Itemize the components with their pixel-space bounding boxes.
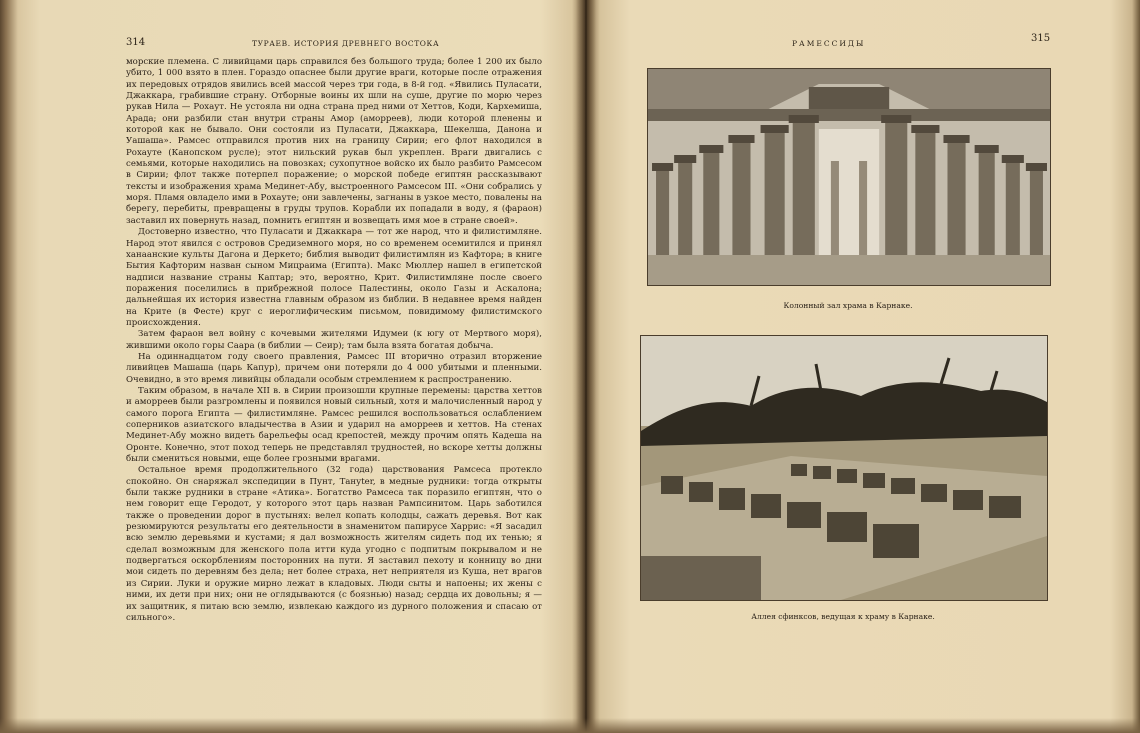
figure-caption: Колонный зал храма в Карнаке.: [783, 301, 913, 310]
paragraph: Достоверно известно, что Пуласати и Джаккара — тот же народ, что и филистимляне. Народ этот явился с островов Средиземного моря, но со временем осемитился и принял ханаанские культы Дагона и Деркето; библия выводит филистимлян из Кафтора; в книге Бытия Кафторим назван сыном Мицраима (Египта). Макс Мюллер нашел в египетской надписи название страны Каптар; это, вероятно, Крит. Филистимляне после своего поражения поселились в прибрежной полосе Палестины, около Газы и Аскалона; дальнейшая их история известна главным образом из библии. В недавнее время найден на Крите (в Фесте) круг с иероглифическим письмом, повидимому филистимского происхождения.: [126, 227, 542, 328]
paragraph: Затем фараон вел войну с кочевыми жителями Идумеи (к югу от Мертвого моря), жившими около горы Саара (в библии — Сеир); там была взята богатая добыча.: [126, 329, 542, 351]
right-running-head: РАМЕССИДЫ: [792, 39, 866, 48]
left-page-number: 314: [126, 37, 146, 48]
hypostyle-hall-photo: [647, 68, 1051, 286]
left-running-head: ТУРАЕВ. ИСТОРИЯ ДРЕВНЕГО ВОСТОКА: [252, 39, 440, 48]
hypostyle-hall-photo-icon: [648, 69, 1050, 285]
right-page: [588, 0, 1140, 733]
right-page-number: 315: [1031, 33, 1051, 44]
sphinx-avenue-photo-icon: [641, 336, 1047, 600]
paragraph: Таким образом, в начале XII в. в Сирии произошли крупные перемены: царства хеттов и аморреев были разгромлены и появился новый сильный, хотя и малочисленный народ у самого порога Египта — филистимляне. Рамсес решился воспользоваться ослаблением соперников азиатского владычества в Азии и ударил на аморреев и хеттов. На стенах Мединет-Абу можно видеть барельефы осад крепостей, между прочим опять Кадеша на Оронте. Конечно, этот поход теперь не представлял трудностей, но вскоре хетты должны были смениться новыми, еще более грозными врагами.: [126, 385, 542, 465]
paragraph: На одиннадцатом году своего правления, Рамсес III вторично отразил вторжение ливийцев Машаша (царь Капур), причем они потеряли до 4 000 убитыми и пленными. Очевидно, в это время ливийцы обладали особым стремлением к распространению.: [126, 351, 542, 385]
figure-caption: Аллея сфинксов, ведущая к храму в Карнаке.: [751, 612, 935, 621]
paragraph: Остальное время продолжительного (32 года) царствования Рамсеса протекло спокойно. Он снаряжал экспедиции в Пунт, Тануter, в медные рудники: тогда открыты были также рудники в стране «Атика». Богатство Рамсеса так поразило египтян, что о нем говорит еще Геродот, у которого этот царь назван Рампсинитом. Царь заботился также о проведении дорог в пустынях: велел копать колодцы, сажать деревья. Вот как резюмируются результаты его деятельности в знаменитом папирусе Харрис: «Я засадил всю землю деревьями и кустами; я дал возможность жителям сидеть под их тенью; я сделал возможным для женского пола итти куда угодно с подпитым покрывалом и не подвергаться оскорблениям посторонних на пути. Я заставил пехоту и конницу во дни мои сидеть по деревням без дела; нет более страха, нет неприятеля из Куша, нет врагов из Сирии. Луки и оружие мирно лежат в кладовых. Люди сыты и напоены; их жены с ними, их дети при них; они не оглядываются (с боязнью) назад; сердца их довольны; я — их защитник, я питаю всю землю, извлекаю каждого из дурного положения и спасаю от сильного».: [126, 465, 542, 623]
page-edge: [0, 718, 1140, 733]
book-gutter: [576, 0, 596, 733]
left-text-column: [126, 57, 542, 647]
sphinx-avenue-photo: [640, 335, 1048, 601]
paragraph: морские племена. С ливийцами царь справился без большого труда; более 1 200 их было убито, 1 000 взято в плен. Гораздо опаснее были другие враги, которые после отражения их передовых отрядов явились всей массой через три года, в 8-й год. «Явились Пуласати, Джаккара, грабившие страну. Отборные воины их шли на суше, другие по морю через рукав Нила — Рохаут. Не устояла ни одна страна пред ними от Хеттов, Коди, Кархемиша, Арада; они разбили стан внутри страны Амор (аморреев), люди которой пленены и которой как не бывало. Они состояли из Пуласати, Джаккара, Шекелша, Данона и Уашаша». Рамсес отправился против них на границу Сирии; его флот находился в Рохауте (Канопском русле); этот нильский рукав был укреплен. Враги двигались с семьями, которые находились на повозках; сухопутное войско их было разбито Рамсесом в Сирии; флот также потерпел поражение; о морской победе египтян рассказывают тексты и изображения храма Мединет-Абу, выстроенного Рамсесом III. «Они собрались у моря. Пламя овладело ими в Рохауте; они завлечены, загнаны в узкое место, повалены на берегу, перебиты, превращены в груды трупов. Корабли их попадали в воду, я (фараон) заставил их повернуть назад, помнить египтян и возвещать имя мое в стране своей».: [126, 57, 542, 226]
